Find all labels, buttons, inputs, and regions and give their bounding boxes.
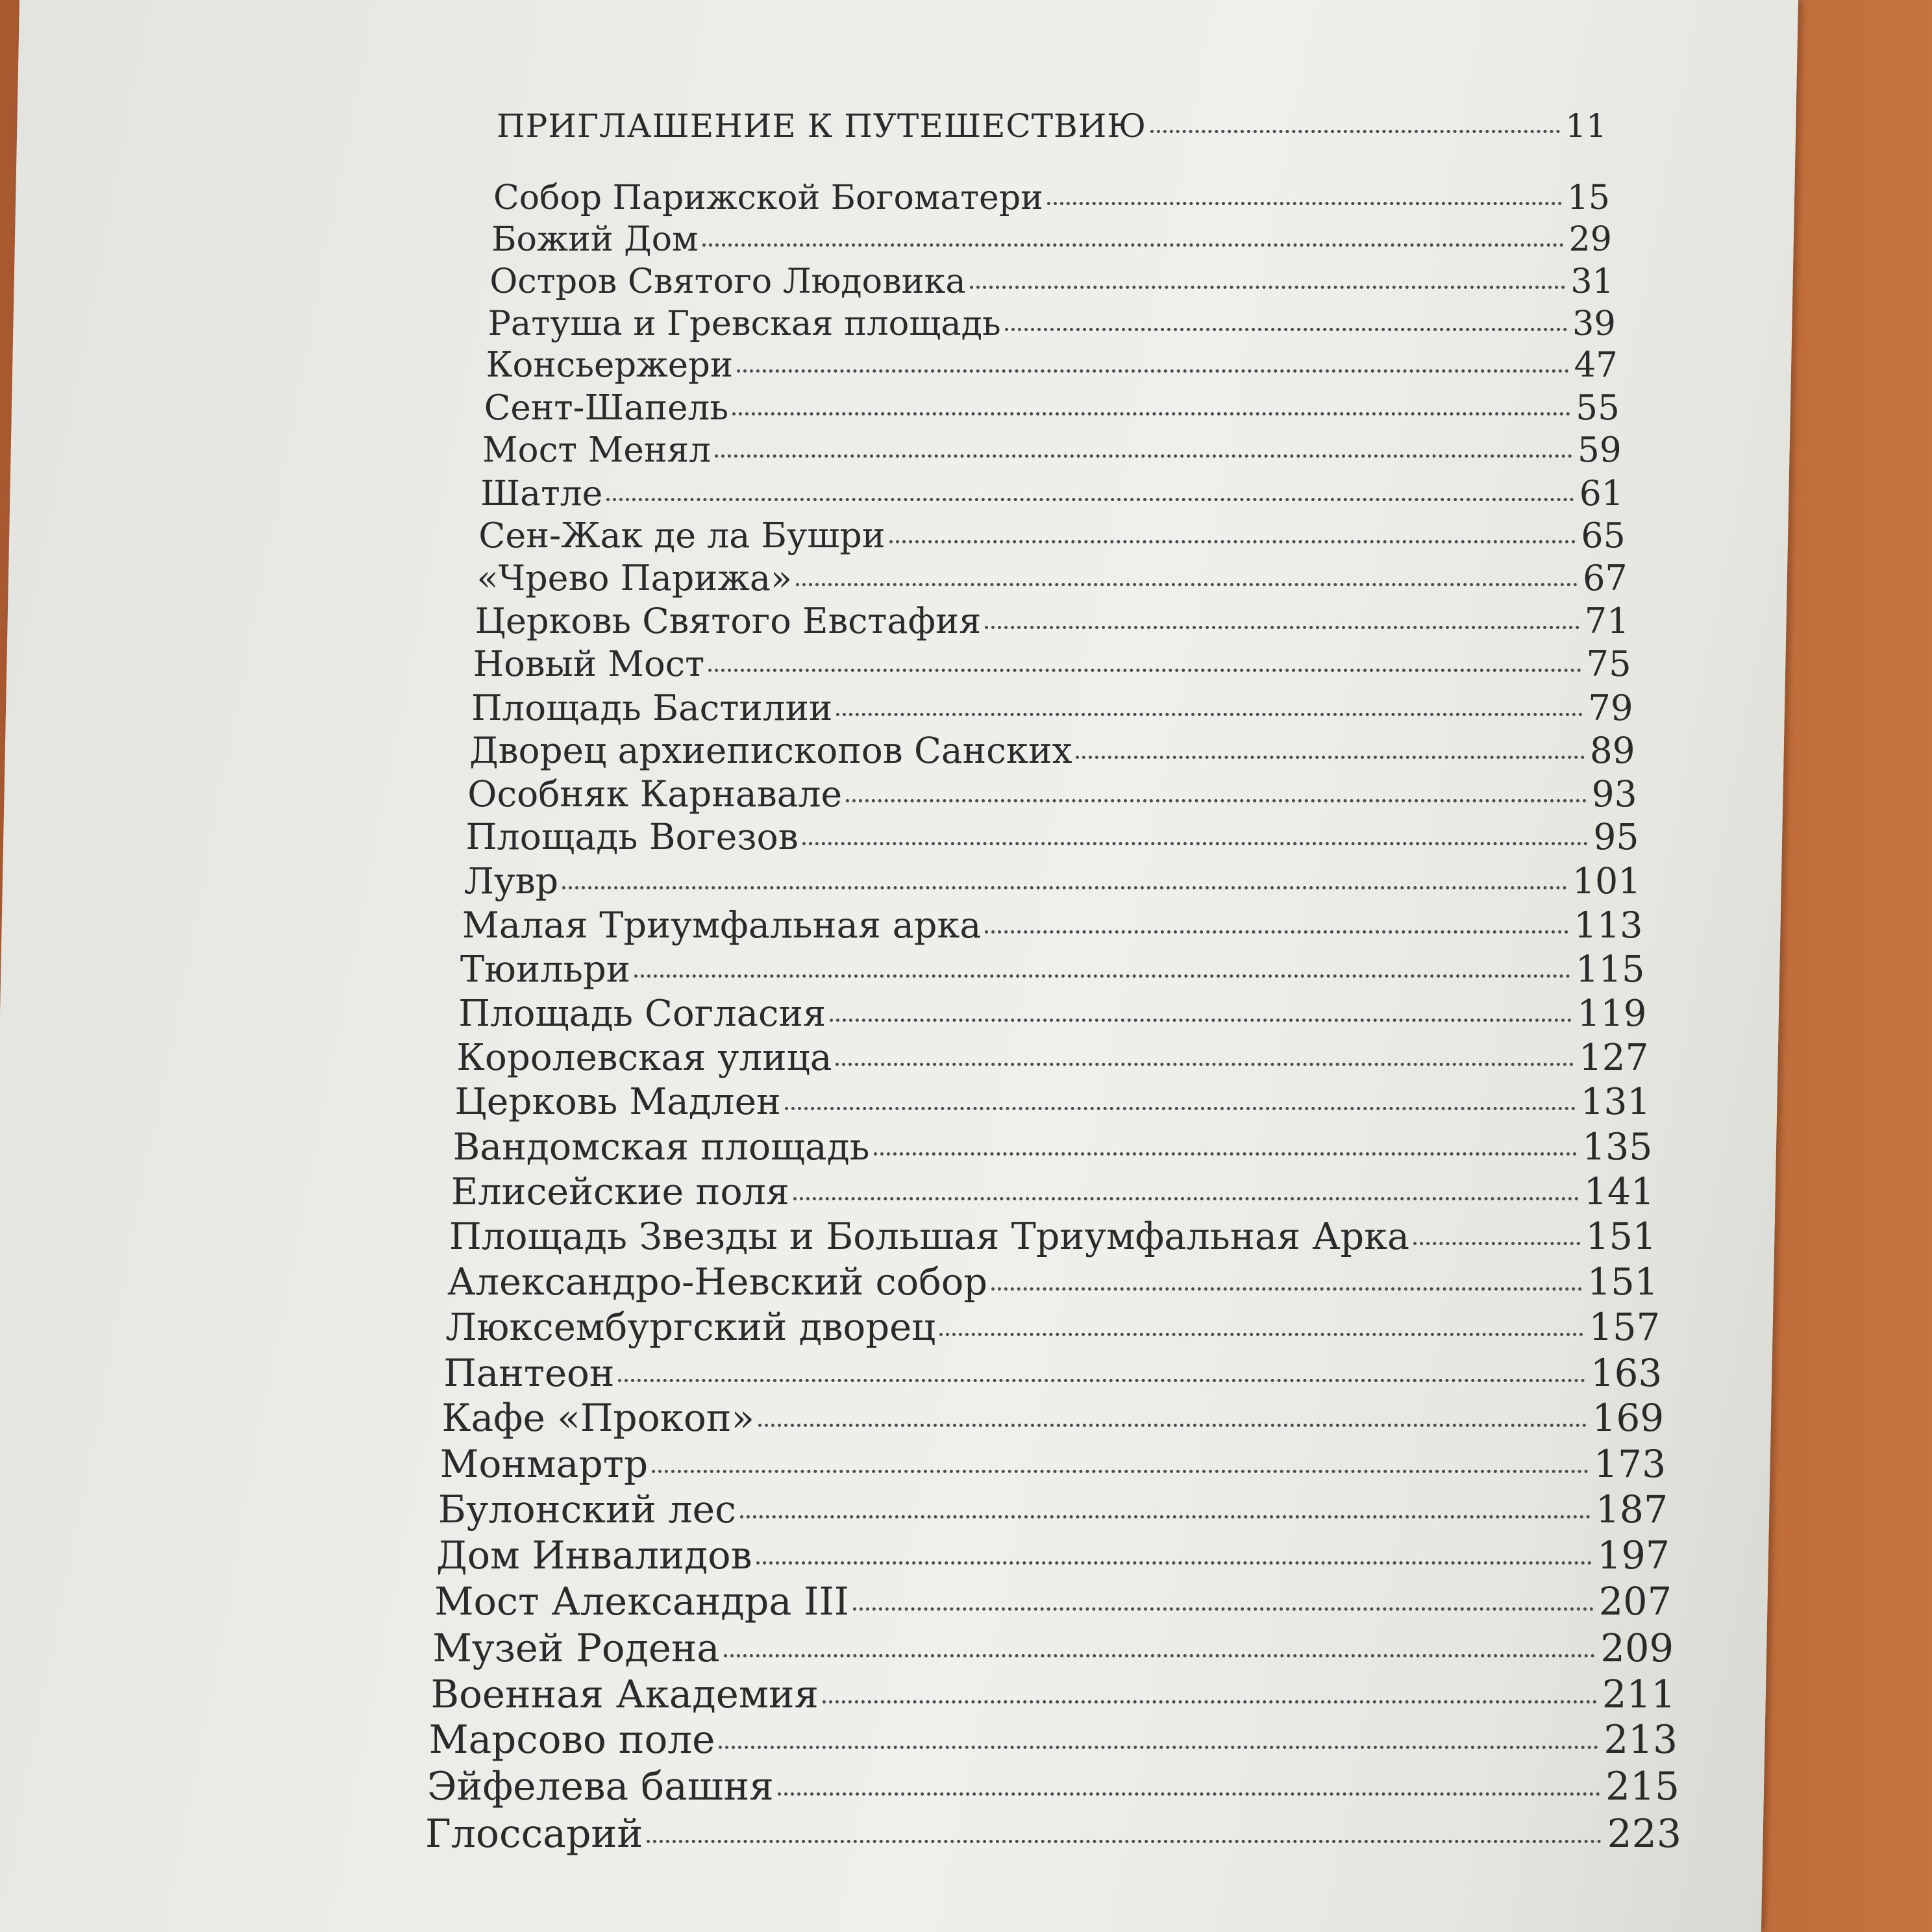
toc-heading <box>497 107 1607 145</box>
toc-entry <box>473 643 1631 684</box>
toc-leader-dots <box>778 1792 1600 1796</box>
toc-entry-page: 47 <box>1574 345 1618 386</box>
toc-entry <box>456 1037 1648 1079</box>
toc-leader-dots <box>618 1379 1585 1382</box>
toc-entry-title: Дом Инвалидов <box>436 1533 752 1578</box>
toc-leader-dots <box>702 243 1564 247</box>
toc-entry-page: 67 <box>1583 557 1628 599</box>
toc-entry-page: 211 <box>1602 1671 1676 1716</box>
toc-entry-page: 215 <box>1605 1765 1680 1810</box>
toc-entry-page: 95 <box>1593 817 1639 859</box>
toc-leader-dots <box>724 1654 1596 1657</box>
toc-entry-page: 31 <box>1570 262 1614 302</box>
toc-entry-title: Сен-Жак де ла Бушри <box>478 515 886 556</box>
toc-entry <box>429 1718 1678 1763</box>
toc-entry <box>480 473 1624 514</box>
toc-entry-page: 207 <box>1598 1579 1672 1624</box>
toc-entry-title: Эйфелева башня <box>427 1765 774 1810</box>
toc-entry-page: 65 <box>1581 515 1626 556</box>
toc-entry <box>486 345 1618 385</box>
toc-entry <box>491 220 1612 259</box>
toc-entry-title: Лувр <box>464 860 559 902</box>
toc-leader-dots <box>796 583 1578 586</box>
toc-leader-dots <box>1076 756 1584 759</box>
toc-entry-title: Музей Родена <box>432 1625 720 1670</box>
toc-entry-page: 29 <box>1568 220 1612 259</box>
toc-leader-dots <box>985 626 1579 629</box>
toc-entry-title: Особняк Карнавале <box>467 773 843 815</box>
toc-entry-title: Площадь Звезды и Большая Триумфальная Арка <box>449 1215 1409 1258</box>
toc-leader-dots <box>874 1152 1577 1156</box>
toc-entry <box>478 515 1625 556</box>
toc-entry-title: Вандомская площадь <box>452 1126 870 1169</box>
toc-entry-title: Елисейские поля <box>451 1170 789 1213</box>
toc-entry <box>471 687 1633 728</box>
toc-entry <box>427 1765 1679 1809</box>
toc-leader-dots <box>830 1019 1572 1022</box>
toc-leader-dots <box>985 930 1568 934</box>
toc-entry <box>477 558 1627 599</box>
toc-entry-title: Александро-Невский собор <box>447 1260 988 1304</box>
toc-leader-dots <box>785 1107 1576 1110</box>
toc-entry-page: 223 <box>1607 1811 1681 1857</box>
toc-entry-title: Глоссарий <box>425 1811 643 1857</box>
toc-entry-page: 93 <box>1591 773 1637 815</box>
toc-entry <box>445 1306 1660 1349</box>
toc-entry-title: Церковь Святого Евстафия <box>475 600 982 641</box>
toc-leader-dots <box>652 1470 1589 1473</box>
toc-entry <box>454 1081 1650 1123</box>
toc-entry <box>464 861 1641 902</box>
toc-entry-page: 71 <box>1584 600 1629 641</box>
toc-entry-page: 169 <box>1592 1396 1665 1441</box>
toc-leader-dots <box>802 842 1588 845</box>
toc-entry-title: Консьержери <box>486 345 734 386</box>
toc-entry-title: Площадь Вогезов <box>465 817 799 859</box>
toc-entry-page: 157 <box>1589 1305 1661 1349</box>
toc-entry-title: Собор Парижской Богоматери <box>493 179 1043 217</box>
toc-leader-dots <box>715 454 1572 458</box>
toc-entry-title: Сент-Шапель <box>484 388 729 428</box>
toc-entry <box>442 1396 1665 1440</box>
toc-entry <box>488 304 1615 343</box>
toc-entry-title: Кафе «Прокоп» <box>441 1396 754 1441</box>
toc-heading-page: 11 <box>1565 107 1607 145</box>
toc-entry <box>425 1811 1681 1857</box>
toc-entry <box>434 1579 1672 1624</box>
toc-entry-title: Малая Триумфальная арка <box>462 904 982 947</box>
toc-leader-dots <box>970 286 1566 289</box>
toc-entry <box>465 817 1639 858</box>
toc-entry <box>432 1626 1674 1670</box>
toc-leader-dots <box>634 974 1570 978</box>
toc-entry-title: Тюильри <box>460 948 630 991</box>
toc-leader-dots <box>991 1287 1582 1291</box>
toc-entry <box>469 730 1635 771</box>
toc-entry-title: Шатле <box>480 472 603 514</box>
toc-entry-title: «Чрево Парижа» <box>477 557 793 599</box>
toc-leader-dots <box>889 540 1576 543</box>
toc-entry-page: 141 <box>1583 1170 1655 1213</box>
toc-entry-page: 115 <box>1575 948 1645 991</box>
toc-entry-page: 173 <box>1593 1441 1666 1486</box>
toc-entry-page: 127 <box>1578 1036 1649 1079</box>
toc-leader-dots <box>606 498 1574 501</box>
toc-entry-title: Ратуша и Гревская площадь <box>488 303 1001 343</box>
toc-leader-dots <box>823 1700 1597 1703</box>
toc-leader-dots <box>1150 130 1560 133</box>
toc-entry <box>447 1260 1658 1304</box>
toc-entry-page: 197 <box>1597 1533 1670 1578</box>
toc-entry <box>443 1351 1662 1395</box>
toc-entry-title: Пантеон <box>443 1350 615 1395</box>
toc-leader-dots <box>737 369 1569 373</box>
toc-entry-page: 131 <box>1580 1081 1651 1124</box>
toc-leader-dots <box>756 1561 1592 1565</box>
toc-entry-title: Божий Дом <box>491 220 699 259</box>
toc-entry <box>453 1126 1653 1169</box>
toc-leader-dots <box>708 669 1581 672</box>
toc-leader-dots <box>740 1515 1591 1518</box>
toc-leader-dots <box>846 799 1587 802</box>
toc-entry-title: Булонский лес <box>438 1487 736 1532</box>
toc-entry <box>436 1533 1670 1578</box>
toc-entry <box>458 993 1646 1035</box>
toc-entry-title: Королевская улица <box>456 1036 832 1079</box>
toc-entry-title: Люксембургский дворец <box>445 1305 936 1349</box>
toc-leader-dots <box>793 1197 1579 1200</box>
toc-entry <box>440 1442 1666 1486</box>
toc-entry <box>449 1215 1656 1258</box>
toc-entry <box>462 904 1643 947</box>
toc-entry-title: Площадь Бастилии <box>471 686 833 728</box>
toc-leader-dots <box>939 1333 1583 1336</box>
toc-entry-title: Монмартр <box>440 1441 649 1486</box>
toc-entry-page: 119 <box>1577 992 1647 1035</box>
toc-entry-page: 113 <box>1574 904 1643 947</box>
toc-entry <box>451 1170 1655 1213</box>
toc-entry <box>489 262 1614 301</box>
toc-heading-title: ПРИГЛАШЕНИЕ К ПУТЕШЕСТВИЮ <box>497 107 1147 145</box>
toc-entry-page: 55 <box>1576 388 1620 428</box>
toc-entry-page: 187 <box>1595 1487 1668 1532</box>
toc-entry-title: Мост Александра III <box>434 1579 849 1624</box>
toc-leader-dots <box>719 1746 1598 1749</box>
toc-entry-page: 135 <box>1582 1126 1653 1169</box>
toc-entry-title: Новый Мост <box>473 643 705 685</box>
toc-entry-page: 151 <box>1585 1215 1657 1258</box>
toc-entry <box>475 601 1629 641</box>
toc-entry <box>460 948 1645 991</box>
toc-entry-title: Военная Академия <box>430 1671 819 1716</box>
toc-entry <box>467 773 1637 815</box>
toc-entry <box>484 388 1620 428</box>
toc-entry-title: Марсово поле <box>428 1718 715 1763</box>
toc-entry-title: Площадь Согласия <box>458 992 826 1035</box>
toc-leader-dots <box>836 1063 1574 1066</box>
toc-entry-page: 61 <box>1579 472 1624 514</box>
toc-leader-dots <box>758 1424 1587 1427</box>
toc-entry-page: 151 <box>1587 1260 1659 1304</box>
toc-entry-page: 15 <box>1567 179 1610 217</box>
toc-entry-title: Мост Менял <box>482 430 711 471</box>
toc-entry-title: Остров Святого Людовика <box>489 262 966 302</box>
toc-leader-dots <box>562 886 1567 889</box>
toc-entry <box>493 179 1610 217</box>
toc-leader-dots <box>836 713 1583 716</box>
toc-leader-dots <box>853 1607 1594 1611</box>
toc-entry-title: Церковь Мадлен <box>454 1081 781 1124</box>
toc-leader-dots <box>732 412 1570 415</box>
toc-leader-dots <box>647 1840 1602 1843</box>
toc-entry-page: 209 <box>1600 1625 1674 1670</box>
toc-entry-page: 101 <box>1572 860 1641 902</box>
toc-entry <box>431 1672 1676 1716</box>
toc-entry-page: 39 <box>1572 303 1616 343</box>
toc-entry-page: 213 <box>1604 1718 1678 1763</box>
toc-entry-page: 75 <box>1586 643 1631 685</box>
toc-entry-page: 59 <box>1578 430 1622 471</box>
toc-entry-title: Дворец архиепископов Санских <box>469 730 1072 772</box>
toc-leader-dots <box>1413 1242 1580 1245</box>
toc-leader-dots <box>1047 202 1562 205</box>
toc-entry <box>438 1487 1668 1531</box>
toc-leader-dots <box>1005 328 1567 331</box>
toc-entry-page: 163 <box>1590 1350 1663 1395</box>
toc-entry-page: 89 <box>1589 730 1635 772</box>
toc-entry <box>482 430 1622 470</box>
toc-entry-page: 79 <box>1588 686 1633 728</box>
